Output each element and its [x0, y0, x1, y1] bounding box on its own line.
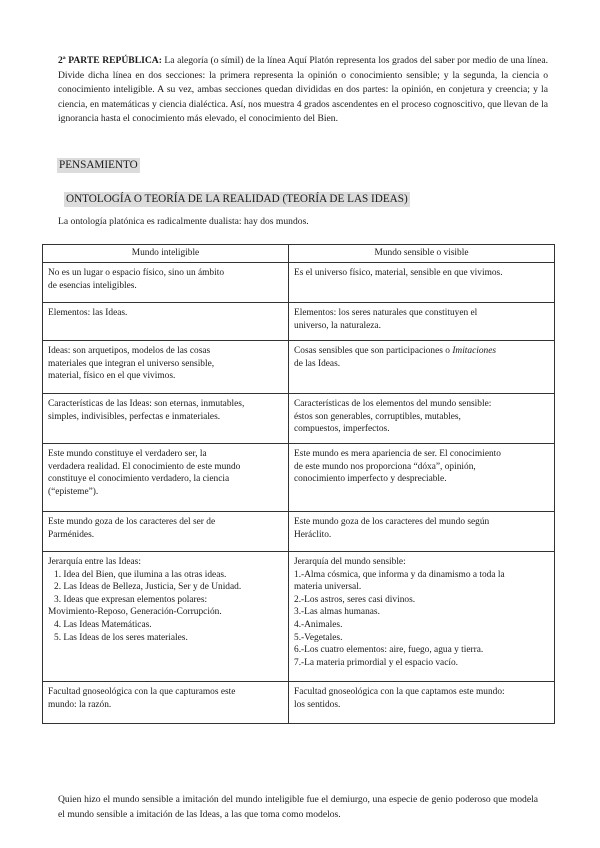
table-row — [43, 444, 555, 512]
table-row — [43, 552, 555, 682]
table-row — [43, 682, 555, 724]
hierarchy-title-sensible: Jerarquía del mundo sensible: — [294, 557, 406, 567]
worlds-comparison-table — [42, 244, 555, 724]
cell-left: Elementos: las Ideas. — [43, 303, 289, 341]
cell-right: Este mundo es mera apariencia de ser. El conocimiento de este mundo nos proporciona “dóxa”, opinión, conocimiento imperfecto y despreciable. — [289, 444, 555, 512]
intro-bold-lead: 2ª PARTE REPÚBLICA: — [58, 55, 162, 66]
list-item: 5.-Vegetales. — [294, 632, 343, 643]
hierarchy-title-ideas: Jerarquía entre las Ideas: — [48, 557, 141, 567]
intro-paragraph — [58, 54, 548, 127]
cell-left: No es un lugar o espacio físico, sino un ámbito de esencias inteligibles. — [43, 263, 289, 303]
cell-right: Elementos: los seres naturales que constituyen el universo, la naturaleza. — [289, 303, 555, 341]
cell-left: Este mundo constituye el verdadero ser, la verdadera realidad. El conocimiento de este mundo constituye el conocimiento verdadero, la ciencia (“episteme”). — [43, 444, 289, 512]
cell-right: Características de los elementos del mundo sensible: éstos son generables, corruptibles, mutables, compuestos, imperfectos. — [289, 394, 555, 444]
section-heading-pensamiento: PENSAMIENTO — [59, 159, 138, 171]
cell-left — [43, 552, 289, 682]
list-item: 2.-Los astros, seres casi divinos. — [294, 594, 416, 605]
cell-right — [289, 552, 555, 682]
list-item: materia universal. — [294, 582, 362, 593]
closing-paragraph: Quien hizo el mundo sensible a imitación del mundo inteligible fue el demiurgo, una especie de genio poderoso que modela el mundo sensible a imitación de las Ideas, a las que toma como modelos. — [58, 794, 538, 820]
table-header-row — [43, 245, 555, 263]
table-row — [43, 303, 555, 341]
table-row — [43, 341, 555, 394]
table-row — [43, 512, 555, 552]
list-item: 6.-Los cuatro elementos: aire, fuego, agua y tierra. — [294, 645, 484, 656]
cell-left: Este mundo goza de los caracteres del ser de Parménides. — [43, 512, 289, 552]
cell-right: Este mundo goza de los caracteres del mundo según Heráclito. — [289, 512, 555, 552]
header-mundo-inteligible: Mundo inteligible — [43, 245, 289, 263]
list-item: 4.-Animales. — [294, 619, 343, 630]
cell-left: Facultad gnoseológica con la que capturamos este mundo: la razón. — [43, 682, 289, 724]
list-item: 4. Las Ideas Matemáticas. — [54, 619, 152, 630]
cell-right: Es el universo físico, material, sensible en que vivimos. — [289, 263, 555, 303]
list-item: 3.-Las almas humanas. — [294, 607, 380, 618]
list-item: 1.-Alma cósmica, que informa y da dinamismo a toda la — [294, 569, 505, 580]
table-row — [43, 394, 555, 444]
intro-text: La alegoría (o símil) de la línea Aquí Platón representa los grados del saber por medio de una línea. Divide dicha línea en dos secciones: la primera representa la opinión o conocimiento sensible; y la segunda, la ciencia o conocimiento inteligible. A su vez, ambas secciones quedan divididas en dos partes: la opinión, en conjetura y creencia; y la ciencia, en matemáticas y ciencia dialéctica. Así, nos muestra 4 grados ascendentes en el proceso cognoscitivo, que llevan de la ignorancia hasta el conocimiento más elevado, el conocimiento del Bien. — [58, 55, 548, 125]
cell-left: Características de las Ideas: son eternas, inmutables, simples, indivisibles, perfectas e inmateriales. — [43, 394, 289, 444]
list-item: 7.-La materia primordial y el espacio vacío. — [294, 657, 458, 668]
cell-right: Facultad gnoseológica con la que captamos este mundo: los sentidos. — [289, 682, 555, 724]
table-row — [43, 263, 555, 303]
header-mundo-sensible: Mundo sensible o visible — [289, 245, 555, 263]
emphasis-imitaciones: Imitaciones — [452, 346, 497, 356]
lead-sentence: La ontología platónica es radicalmente dualista: hay dos mundos. — [58, 216, 309, 227]
cell-right: Cosas sensibles que son participaciones o Imitaciones de las Ideas. — [289, 341, 555, 394]
list-item: 2. Las Ideas de Belleza, Justicia, Ser y de Unidad. — [54, 582, 242, 593]
section-heading-ontologia: ONTOLOGÍA O TEORÍA DE LA REALIDAD (TEORÍA DE LAS IDEAS) — [66, 193, 408, 205]
list-item: 1. Idea del Bien, que ilumina a las otras ideas. — [54, 569, 227, 580]
list-item: 3. Ideas que expresan elementos polares: — [54, 594, 208, 605]
list-item: Movimiento-Reposo, Generación-Corrupción. — [48, 607, 222, 618]
list-item: 5. Las Ideas de los seres materiales. — [54, 632, 188, 643]
cell-left: Ideas: son arquetipos, modelos de las cosas materiales que integran el universo sensible, material, físico en el que vivimos. — [43, 341, 289, 394]
